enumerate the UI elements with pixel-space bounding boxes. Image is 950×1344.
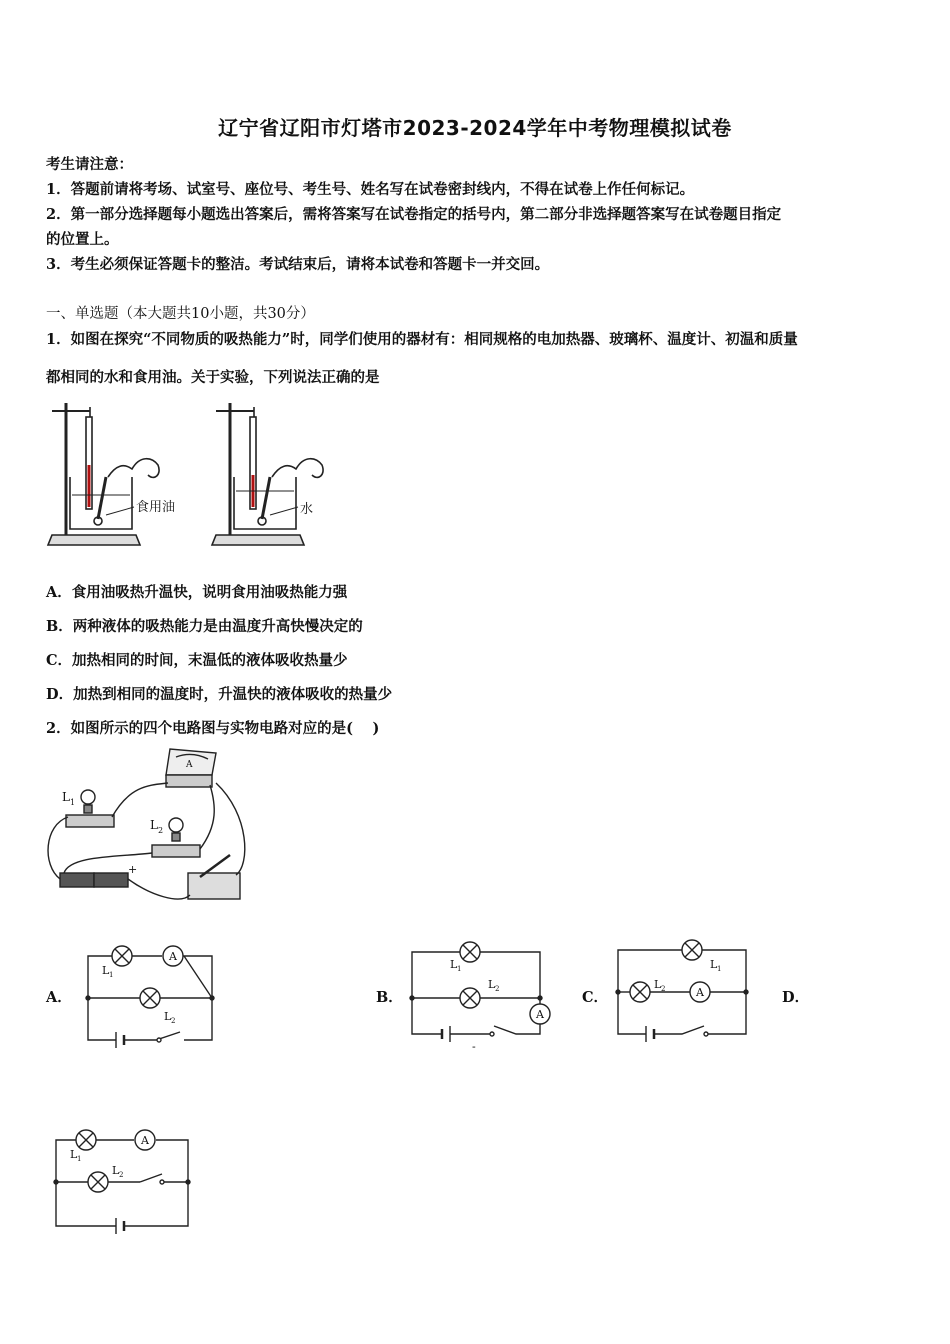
page-title: 辽宁省辽阳市灯塔市2023-2024学年中考物理模拟试卷 xyxy=(218,116,732,140)
circuit-a-ammeter: A xyxy=(169,950,177,963)
circuit-a-l2: L xyxy=(164,1010,172,1023)
beaker-setup-water xyxy=(212,403,323,545)
circuit-b xyxy=(404,936,554,1051)
circuit-a-l1: L xyxy=(102,964,110,977)
circuit-d-l1: L xyxy=(70,1148,78,1161)
circuit-b-minus: - xyxy=(472,1040,476,1051)
q1-option-b[interactable]: B．两种液体的吸热能力是由温度升高快慢决定的 xyxy=(46,618,363,635)
circuit-d-l1-sub: 1 xyxy=(77,1155,82,1163)
q2-option-b[interactable]: B． xyxy=(376,989,403,1006)
circuit-c-l2: L xyxy=(654,978,662,991)
circuit-c xyxy=(612,936,757,1046)
circuit-c-l1-sub: 1 xyxy=(717,965,722,973)
q1-stem-line2: 都相同的水和食用油。关于实验，下列说法正确的是 xyxy=(46,369,380,386)
photo-label-l2: L xyxy=(150,818,158,832)
photo-label-l2-sub: 2 xyxy=(158,826,164,835)
section-heading: 一、单选题（本大题共10小题，共30分） xyxy=(46,306,315,322)
q2-physical-circuit xyxy=(40,745,270,915)
q2-option-a[interactable]: A． xyxy=(46,989,72,1006)
q1-option-c[interactable]: C．加热相同的时间，末温低的液体吸收热量少 xyxy=(46,652,348,669)
photo-label-l1-sub: 1 xyxy=(70,798,76,807)
notice-heading: 考生请注意： xyxy=(46,156,133,173)
label-oil: 食用油 xyxy=(136,500,176,515)
circuit-b-l1: L xyxy=(450,958,458,971)
notice-item-2-cont: 的位置上。 xyxy=(46,231,119,248)
circuit-b-l2: L xyxy=(488,978,496,991)
circuit-d-ammeter: A xyxy=(141,1134,149,1147)
circuit-b-ammeter: A xyxy=(536,1008,544,1021)
q2-option-d[interactable]: D． xyxy=(782,989,810,1006)
q2-stem: 2．如图所示的四个电路图与实物电路对应的是( ) xyxy=(46,720,380,737)
notice-item-3: 3．考生必须保证答题卡的整洁。考试结束后，请将本试卷和答题卡一并交回。 xyxy=(46,256,550,273)
circuit-a-l1-sub: 1 xyxy=(109,971,114,979)
circuit-d-l2: L xyxy=(112,1164,120,1177)
label-water: 水 xyxy=(300,502,314,517)
photo-battery-plus: + xyxy=(128,863,138,876)
circuit-a-l2-sub: 2 xyxy=(171,1017,176,1025)
q1-option-d[interactable]: D．加热到相同的温度时，升温快的液体吸收的热量少 xyxy=(46,686,393,703)
circuit-c-l1: L xyxy=(710,958,718,971)
circuit-a xyxy=(80,940,220,1055)
q1-stem-line1: 1．如图在探究“不同物质的吸热能力”时，同学们使用的器材有：相同规格的电加热器、玻璃杯、温度计、初温和质量 xyxy=(46,331,798,348)
notice-item-2: 2．第一部分选择题每小题选出答案后，需将答案写在试卷指定的括号内，第二部分非选择题答案写在试卷题目指定 xyxy=(46,206,782,223)
circuit-b-l2-sub: 2 xyxy=(495,985,500,993)
beaker-setup-oil xyxy=(48,403,159,545)
circuit-d xyxy=(50,1126,195,1236)
circuit-b-l1-sub: 1 xyxy=(457,965,462,973)
circuit-d-l2-sub: 2 xyxy=(119,1171,124,1179)
photo-ammeter-label: A xyxy=(186,760,193,770)
notice-item-1: 1．答题前请将考场、试室号、座位号、考生号、姓名写在试卷密封线内，不得在试卷上作任何标记。 xyxy=(46,181,695,198)
photo-label-l1: L xyxy=(62,790,70,804)
circuit-c-ammeter: A xyxy=(696,986,704,999)
q2-option-c[interactable]: C． xyxy=(582,989,609,1006)
q1-figure xyxy=(40,395,350,555)
q1-option-a[interactable]: A．食用油吸热升温快，说明食用油吸热能力强 xyxy=(46,584,348,601)
circuit-c-l2-sub: 2 xyxy=(661,985,666,993)
